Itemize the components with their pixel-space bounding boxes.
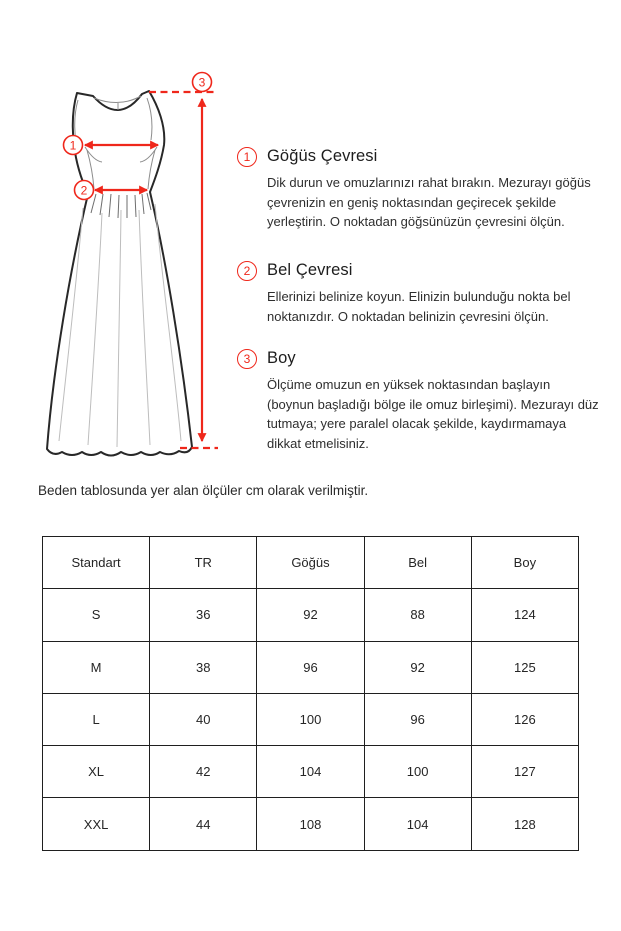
size-table-header: Göğüs: [257, 537, 364, 589]
units-note: Beden tablosunda yer alan ölçüler cm olarak verilmiştir.: [38, 483, 369, 498]
table-cell: XL: [43, 746, 150, 798]
table-row: [43, 589, 579, 641]
table-cell: S: [43, 589, 150, 641]
size-table-header-row: [43, 537, 579, 589]
table-row: [43, 693, 579, 745]
section-content: [267, 261, 599, 326]
diagram-marker-1: [64, 136, 83, 155]
section-number-badge: 1: [237, 147, 257, 167]
table-cell: 125: [471, 641, 578, 693]
section-title: Göğüs Çevresi: [267, 147, 378, 165]
section-number-badge: 3: [237, 349, 257, 369]
table-cell: 92: [364, 641, 471, 693]
section-title: Bel Çevresi: [267, 261, 353, 279]
section-body: Dik durun ve omuzlarınızı rahat bırakın. Mezurayı göğüs çevrenizin en geniş noktasından geçirecek şekilde yerleştirin. O noktadan göğsünüzün çevresini ölçün.: [267, 175, 591, 229]
table-cell: 42: [150, 746, 257, 798]
size-table: [42, 536, 579, 851]
svg-text:1: 1: [69, 138, 77, 153]
table-cell: 96: [364, 693, 471, 745]
table-cell: 88: [364, 589, 471, 641]
section-body: Ölçüme omuzun en yüksek noktasından başlayın (boynun başladığı bölge ile omuz birleşimi). Mezurayı düz tutmaya; yere paralel olacak şekilde, kaydırmamaya dikkat etmelisiniz.: [267, 377, 599, 451]
table-cell: XXL: [43, 798, 150, 850]
size-table-header: Bel: [364, 537, 471, 589]
section-title: Boy: [267, 349, 296, 367]
diagram-marker-3: [193, 73, 212, 92]
table-row: [43, 746, 579, 798]
table-cell: M: [43, 641, 150, 693]
table-cell: L: [43, 693, 150, 745]
table-row: [43, 798, 579, 850]
table-cell: 104: [257, 746, 364, 798]
svg-text:3: 3: [198, 75, 206, 90]
section-number-badge: 2: [237, 261, 257, 281]
table-cell: 96: [257, 641, 364, 693]
size-table-header: Boy: [471, 537, 578, 589]
table-cell: 126: [471, 693, 578, 745]
section-body: Ellerinizi belinize koyun. Elinizin bulunduğu nokta bel noktanızdır. O noktadan belinizin çevresini ölçün.: [267, 289, 571, 324]
size-table-header: Standart: [43, 537, 150, 589]
table-cell: 40: [150, 693, 257, 745]
section-content: [267, 349, 599, 453]
table-row: [43, 641, 579, 693]
table-cell: 108: [257, 798, 364, 850]
measure-section-waist: [237, 261, 602, 326]
svg-text:2: 2: [80, 183, 88, 198]
table-cell: 124: [471, 589, 578, 641]
diagram-marker-2: [75, 181, 94, 200]
dress-measurement-diagram: [28, 58, 238, 470]
table-cell: 104: [364, 798, 471, 850]
table-cell: 100: [364, 746, 471, 798]
table-cell: 127: [471, 746, 578, 798]
measure-section-length: [237, 349, 602, 453]
table-cell: 44: [150, 798, 257, 850]
table-cell: 38: [150, 641, 257, 693]
size-table-header: TR: [150, 537, 257, 589]
table-cell: 128: [471, 798, 578, 850]
table-cell: 36: [150, 589, 257, 641]
table-cell: 92: [257, 589, 364, 641]
measure-section-chest: [237, 147, 602, 232]
table-cell: 100: [257, 693, 364, 745]
section-content: [267, 147, 599, 232]
